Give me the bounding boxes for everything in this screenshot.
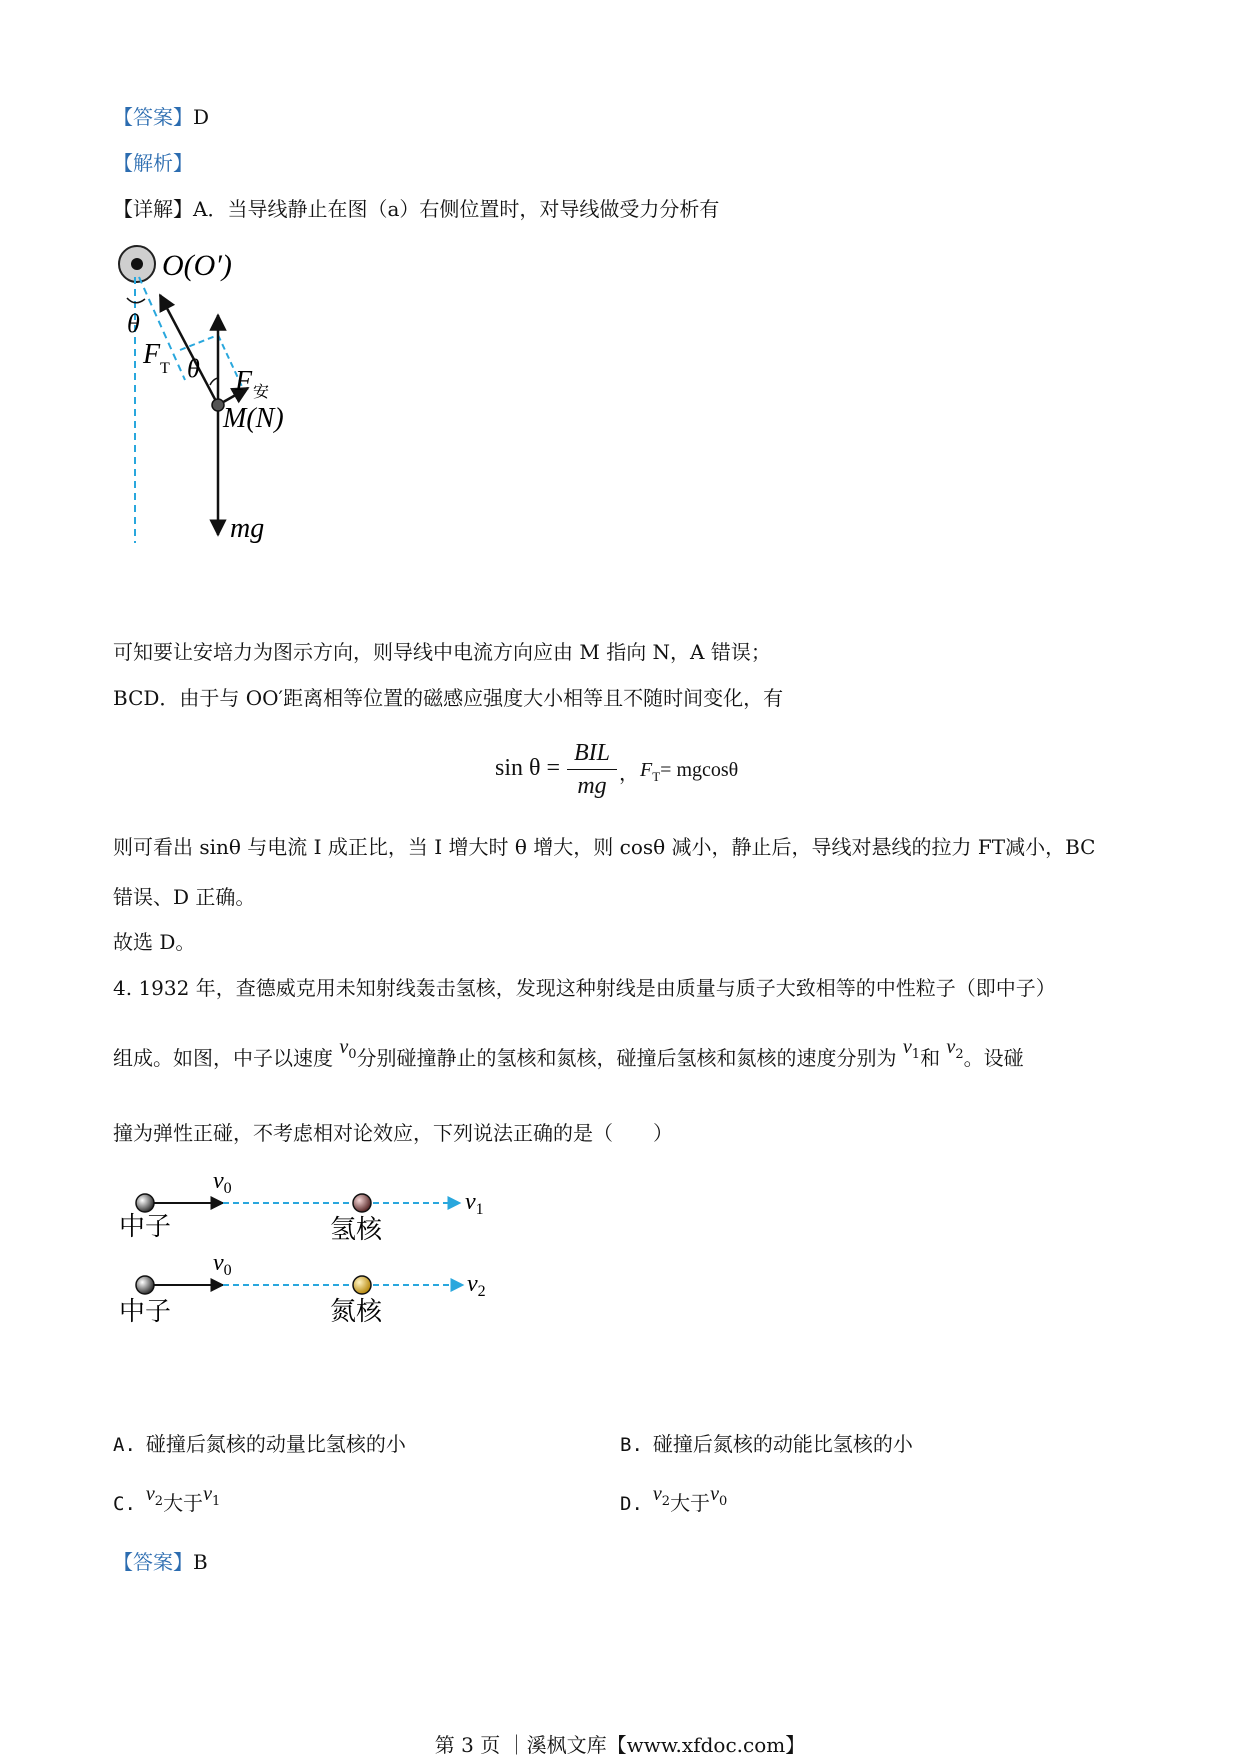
q4-line3: 撞为弹性正碰，不考虑相对论效应，下列说法正确的是（ ） [113, 1121, 673, 1145]
mg-label: mg [230, 513, 265, 544]
theta-top: θ [127, 309, 140, 338]
q3-detail [113, 197, 719, 221]
option-d [620, 1483, 728, 1519]
theta-arc-top [127, 298, 145, 303]
formula-denominator: mg [577, 773, 607, 799]
q4-v0: $v_0$ [339, 1036, 357, 1062]
option-d-mid: 大于 [670, 1491, 711, 1515]
v0-label-2: $v_0$ [213, 1250, 232, 1279]
option-c-letter: C. [113, 1493, 136, 1515]
q4-line2-b: 分别碰撞静止的氢核和氮核，碰撞后氢核和氮核的速度分别为 [356, 1046, 897, 1070]
option-d-va: $v_2$ [652, 1483, 671, 1509]
option-d-vb: $v_0$ [710, 1483, 728, 1509]
option-b-text: 碰撞后氮核的动能比氢核的小 [652, 1432, 913, 1456]
option-a-letter: A. [113, 1434, 136, 1456]
formula-ft: F [640, 759, 653, 781]
option-c-va: $v_2$ [145, 1483, 164, 1509]
q3-answer [113, 105, 209, 129]
q4-line2-a: 组成。如图，中子以速度 [113, 1046, 333, 1070]
neutron-ball-2 [136, 1276, 154, 1294]
pivot-label: O(O′) [162, 249, 232, 282]
q3-line-a: 可知要让安培力为图示方向，则导线中电流方向应由 M 指向 N，A 错误； [113, 640, 771, 664]
q4-answer-label: 【答案】 [113, 1550, 193, 1574]
detail-label: 【详解】 [113, 197, 193, 221]
q3-conclusion-2: 错误、D 正确。 [113, 885, 256, 909]
detail-text: A．当导线静止在图（a）右侧位置时，对导线做受力分析有 [193, 197, 720, 221]
neutron-ball-1 [136, 1194, 154, 1212]
option-a [113, 1428, 406, 1457]
page-footer: 第 3 页 ｜溪枫文库【www.xfdoc.com】 [434, 1733, 806, 1757]
option-b-letter: B. [620, 1434, 643, 1456]
q4-answer [113, 1550, 208, 1574]
hydrogen-ball [353, 1194, 371, 1212]
q4-v2: $v_2$ [946, 1036, 964, 1062]
force-diagram [105, 235, 335, 555]
q4-line2-d: 。设碰 [963, 1046, 1024, 1070]
option-d-letter: D. [620, 1493, 643, 1515]
formula-rhs [640, 759, 738, 785]
option-c [113, 1483, 221, 1519]
ft-label: F [143, 339, 161, 370]
formula-rhs-eq: = mgcosθ [660, 759, 739, 781]
option-b [620, 1428, 913, 1457]
hydrogen-label: 氢核 [330, 1215, 383, 1245]
q3-analysis-label: 【解析】 [113, 151, 193, 175]
q3-choose: 故选 D。 [113, 930, 196, 954]
q3-conclusion-1: 则可看出 sinθ 与电流 I 成正比，当 I 增大时 θ 增大，则 cosθ 减小，静止后，导线对悬线的拉力 FT减小，BC [113, 835, 1096, 859]
nitrogen-label: 氮核 [330, 1297, 383, 1327]
formula-sep: ， [619, 761, 639, 785]
q4-answer-value: B [193, 1550, 208, 1574]
theta-bottom: θ [187, 354, 200, 383]
v0-label-1: $v_0$ [213, 1168, 232, 1197]
q4-line2-c: 和 [920, 1046, 941, 1070]
formula-numerator: BIL [567, 737, 617, 770]
answer-label: 【答案】 [113, 105, 193, 129]
option-c-mid: 大于 [163, 1491, 204, 1515]
formula-fraction [567, 737, 617, 802]
tension-arrow [160, 295, 218, 405]
ft-sub: T [160, 360, 170, 377]
v2-label: $v_2$ [467, 1271, 486, 1300]
fan-label: F [235, 366, 253, 397]
v1-label: $v_1$ [465, 1189, 484, 1218]
neutron-label-1: 中子 [119, 1212, 172, 1242]
nitrogen-ball [353, 1276, 371, 1294]
formula-ft-sub: T [652, 769, 661, 784]
option-a-text: 碰撞后氮核的动量比氢核的小 [145, 1432, 406, 1456]
collision-diagram [105, 1165, 505, 1340]
q4-line2 [113, 1036, 1024, 1075]
neutron-label-2: 中子 [119, 1297, 172, 1327]
option-c-vb: $v_1$ [203, 1483, 221, 1509]
q3-line-bcd: BCD．由于与 OO′距离相等位置的磁感应强度大小相等且不随时间变化，有 [113, 686, 784, 710]
answer-value: D [193, 105, 210, 129]
q4-v1: $v_1$ [902, 1036, 921, 1062]
pivot-inner [131, 258, 143, 270]
formula-lhs: sin θ = [495, 755, 561, 781]
point-label: M(N) [223, 403, 284, 434]
fan-sub: 安 [253, 382, 270, 401]
q4-line1: 4. 1932 年，查德威克用未知射线轰击氢核，发现这种射线是由质量与质子大致相等的中性粒子（即中子） [113, 976, 1056, 1000]
